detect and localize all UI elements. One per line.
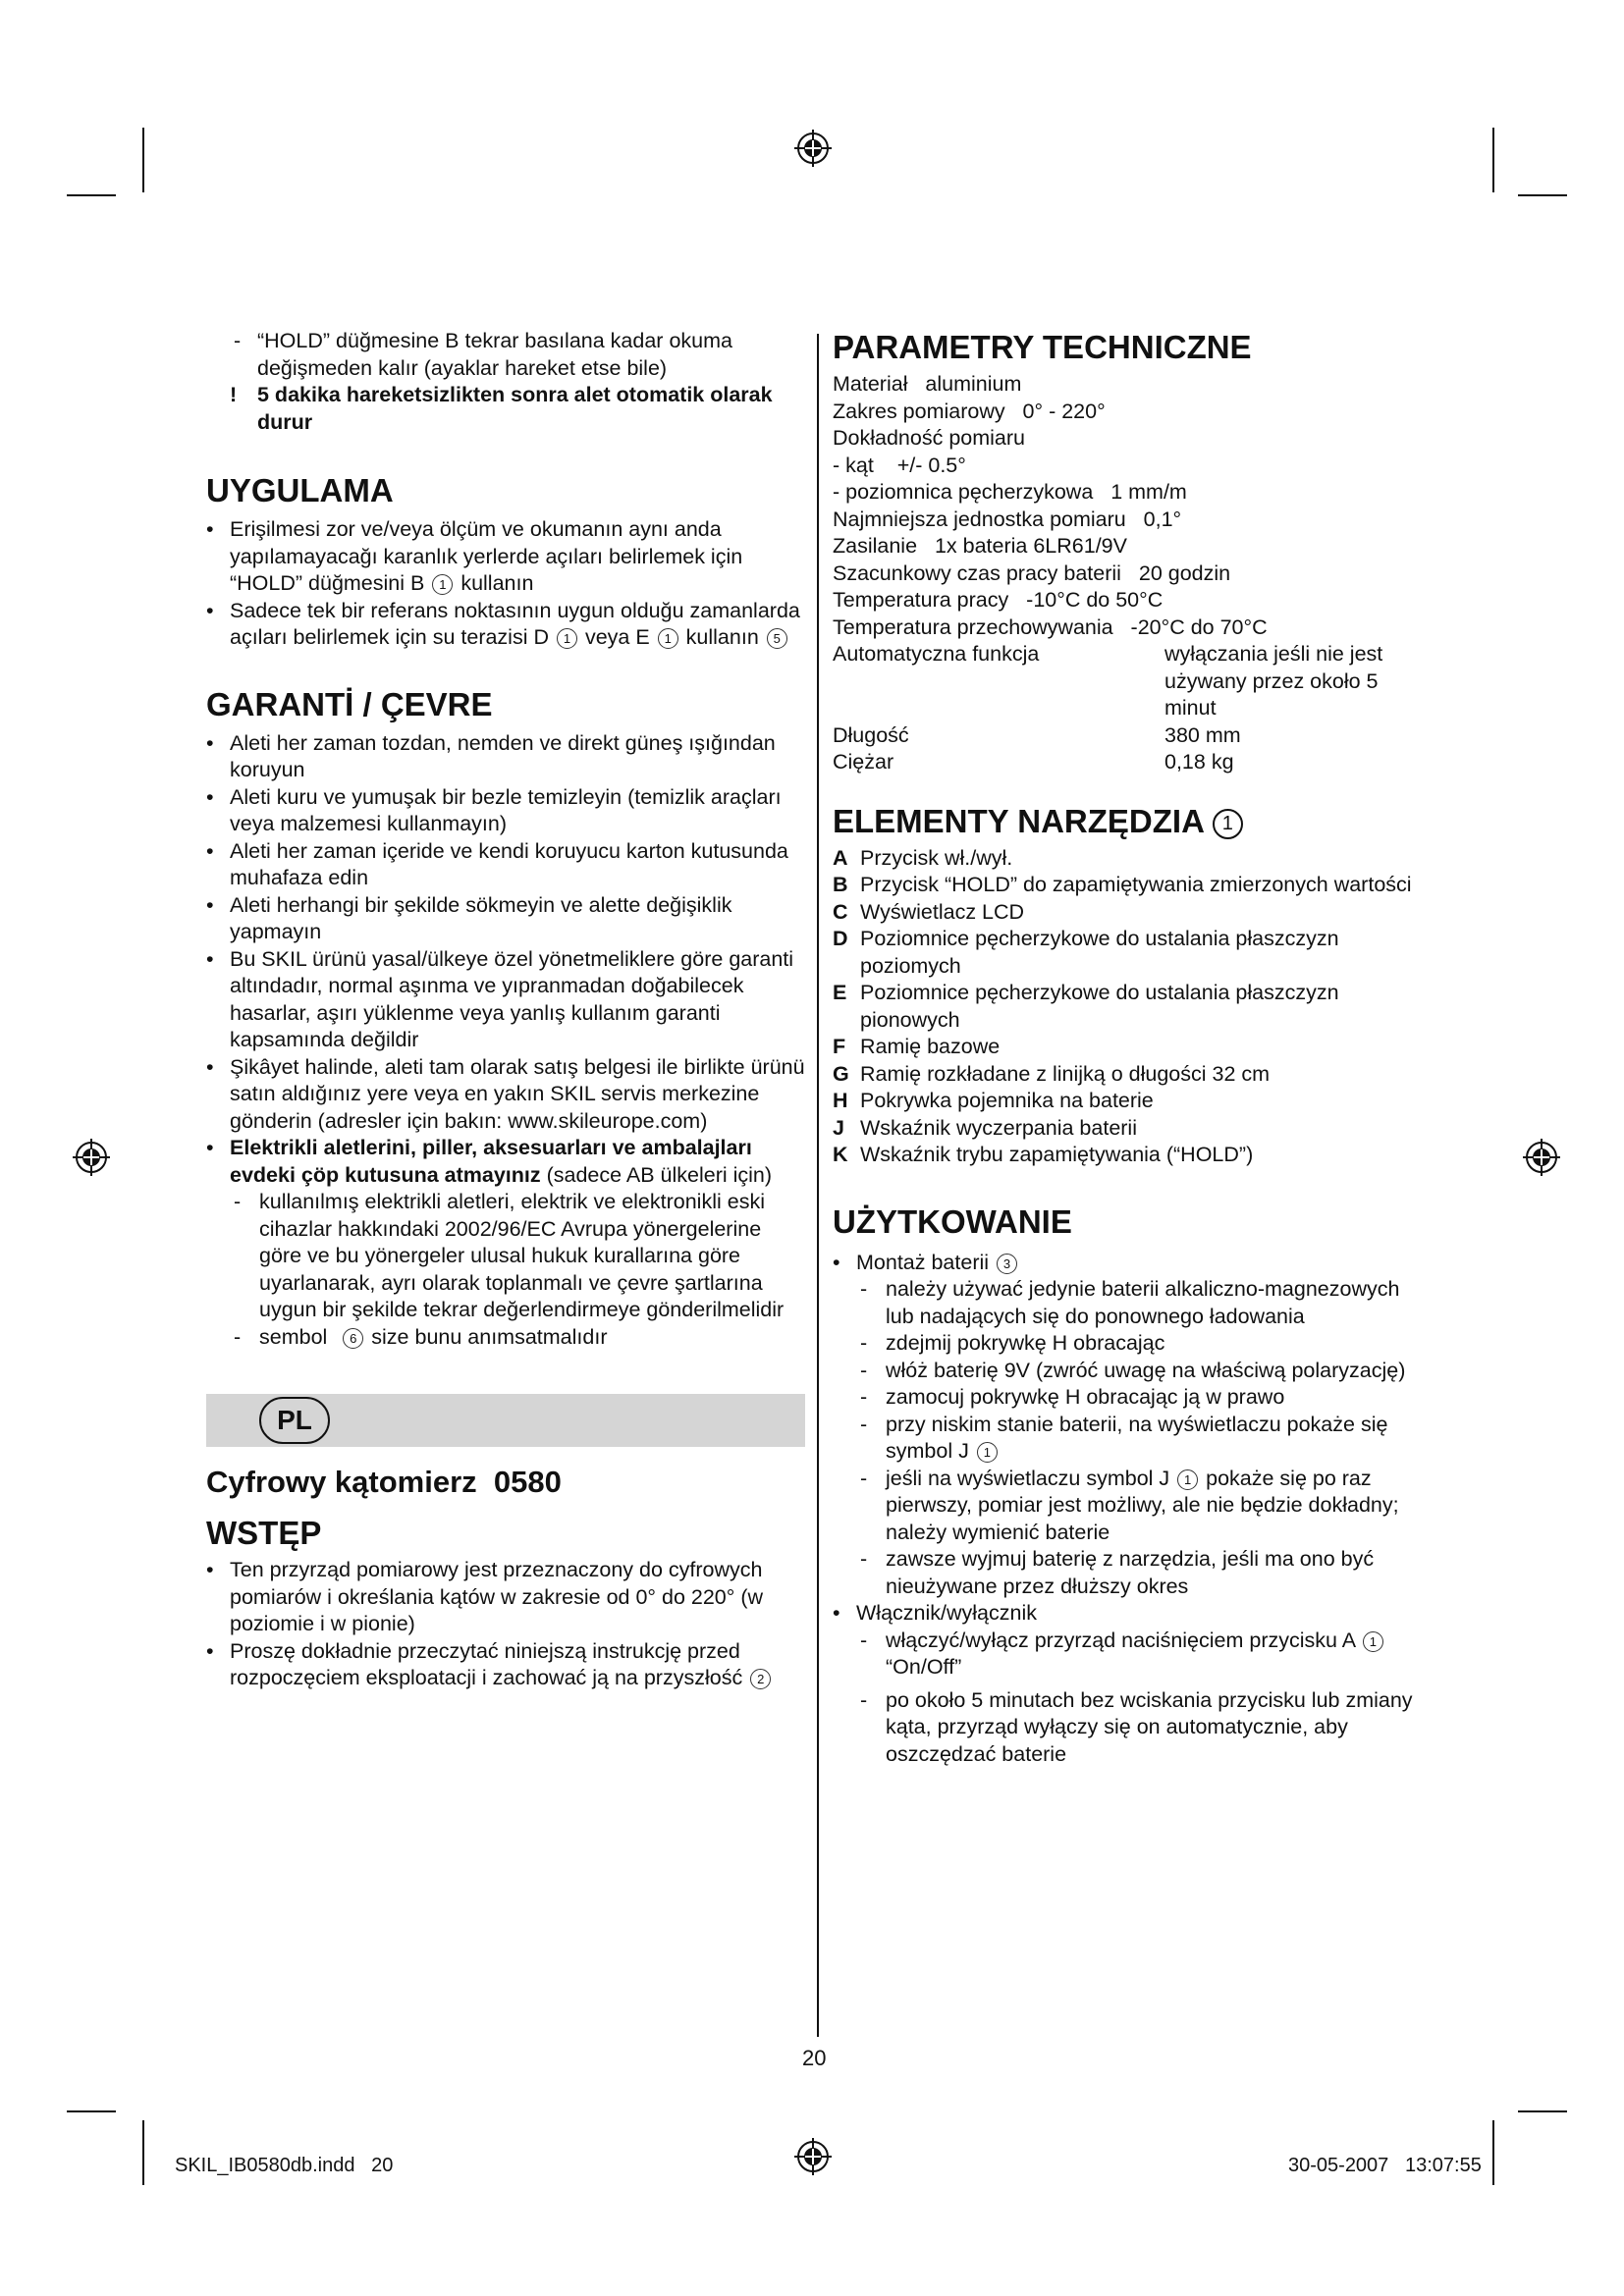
spec-line: - poziomnica pęcherzykowa 1 mm/m [833,480,1187,504]
warning-note: ! 5 dakika hareketsizlikten sonra alet otomatik olarak durur [230,383,773,434]
list-item: • Aleti her zaman içeride ve kendi koruyucu karton kutusunda muhafaza edin [206,838,788,889]
list-subitem: - zdejmij pokrywkę H obracając [860,1331,1165,1355]
spec-line: Zasilanie 1x bateria 6LR61/9V [833,534,1127,558]
footer-file-info: SKIL_IB0580db.indd 20 [175,2155,394,2176]
crop-mark [67,2110,116,2112]
list-item: - “HOLD” düğmesine B tekrar basılana kadar okuma değişmeden kalır (ayaklar hareket etse bile) [234,329,732,380]
reference-number: 1 [658,628,678,649]
registration-mark-icon [794,2138,832,2175]
registration-mark-icon [73,1139,110,1176]
element-item: E Poziomnice pęcherzykowe do ustalania płaszczyzn pionowych [833,981,1339,1032]
reference-number: 3 [997,1254,1017,1274]
left-column [206,328,805,1692]
section-title-wstep: WSTĘP [206,1515,322,1551]
crop-mark [1492,128,1494,192]
language-banner [206,1394,805,1447]
reference-number: 6 [343,1328,363,1349]
reference-number: 1 [432,574,453,595]
section-title-garanti: GARANTİ / ÇEVRE [206,685,493,722]
page-number: 20 [802,2046,827,2070]
column-divider [817,334,819,2037]
registration-mark-icon [1523,1139,1560,1176]
list-item: • Aleti herhangi bir şekilde sökmeyin ve alette değişiklik yapmayın [206,892,732,943]
list-item: • Proszę dokładnie przeczytać niniejszą instrukcję przed rozpoczęciem eksploatacji i zachować ją na przyszłość 2 [206,1638,805,1692]
spec-row: Ciężar 0,18 kg [833,750,1234,774]
list-subitem: - zawsze wyjmuj baterię z narzędzia, jeśli ma ono być nieużywane przez dłuższy okres [860,1547,1375,1598]
list-subitem: - należy używać jedynie baterii alkaliczno-magnezowych lub nadających się do ponownego ładowania [860,1277,1400,1328]
product-title: Cyfrowy kątomierz 0580 [206,1465,562,1499]
crop-mark [1518,2110,1567,2112]
spec-line: Zakres pomiarowy 0° - 220° [833,399,1106,423]
element-item: H Pokrywka pojemnika na baterie [833,1089,1154,1112]
list-item: • Włącznik/wyłącznik [833,1601,1037,1625]
reference-number: 1 [557,628,577,649]
spec-row: Długość 380 mm [833,722,1241,747]
spec-line: Temperatura pracy -10°C do 50°C [833,588,1164,612]
element-item: C Wyświetlacz LCD [833,899,1025,924]
list-item: • Montaż baterii 3 [833,1250,1422,1277]
section-title-uygulama: UYGULAMA [206,472,394,508]
list-item: • Ten przyrząd pomiarowy jest przeznaczony do cyfrowych pomiarów i określania kątów w zakresie od 0° do 220° (w poziomie i w pionie) [206,1558,764,1635]
element-item: J Wskaźnik wyczerpania baterii [833,1115,1137,1140]
crop-mark [142,2120,144,2185]
spec-line: Materiał aluminium [833,372,1022,396]
list-subitem: - włączyć/wyłącz przyrząd naciśnięciem przycisku A 1 “On/Off” [833,1628,1422,1682]
spec-line: Szacunkowy czas pracy baterii 20 godzin [833,561,1231,585]
list-item: • Sadece tek bir referans noktasının uygun olduğu zamanlarda açıları belirlemek için su terazisi D 1 veya E 1 kullanın 5 [206,598,800,649]
list-item: • Aleti kuru ve yumuşak bir bezle temizleyin (temizlik araçları veya malzemesi kullanmayın) [206,784,782,835]
crop-mark [1492,2120,1494,2185]
list-item: • Bu SKIL ürünü yasal/ülkeye özel yönetmeliklere göre garanti altındadır, normal aşınma ve yıpranmadan doğabilecek hasarlar, aşırı yüklenme veya yanlış kullanım garanti kapsamında değildir [206,946,794,1051]
section-title-uzytkowanie: UŻYTKOWANIE [833,1202,1072,1240]
element-item: K Wskaźnik trybu zapamiętywania (“HOLD”) [833,1143,1254,1166]
element-item: A Przycisk wł./wył. [833,845,1013,870]
registration-mark-icon [794,130,832,167]
list-subitem: - sembol 6 size bunu anımsatmalıdır [234,1324,608,1349]
list-subitem: - włóż baterię 9V (zwróć uwagę na właściwą polaryzację) [860,1358,1406,1382]
list-item: • Erişilmesi zor ve/veya ölçüm ve okumanın aynı anda yapılamayacağı karanlık yerlerde açıları belirlemek için “HOLD” düğmesini B 1 kullanın [206,517,743,595]
reference-number: 1 [1213,809,1243,839]
reference-number: 1 [1363,1631,1383,1652]
crop-mark [142,128,144,192]
crop-mark [67,194,116,196]
list-item: • Elektrikli aletlerini, piller, aksesuarları ve ambalajları evdeki çöp kutusuna atmayınız (sadece AB ülkeleri için) [206,1136,773,1187]
spec-line: Najmniejsza jednostka pomiaru 0,1° [833,507,1182,531]
reference-number: 5 [767,628,787,649]
language-badge: PL [259,1397,330,1444]
footer-date: 30-05-2007 13:07:55 [1288,2155,1482,2176]
list-subitem: - zamocuj pokrywkę H obracając ją w prawo [860,1385,1285,1409]
warning-mark: ! [230,383,238,406]
reference-number: 1 [1177,1469,1198,1490]
list-item: • Aleti her zaman tozdan, nemden ve direkt güneş ışığından koruyun [206,730,776,781]
element-item: F Ramię bazowe [833,1035,1001,1058]
section-title-parametry: PARAMETRY TECHNICZNE [833,329,1252,365]
section-title-elementy: ELEMENTY NARZĘDZIA 1 [833,802,1422,841]
element-item: G Ramię rozkładane z linijką o długości 32 cm [833,1061,1271,1086]
reference-number: 2 [750,1669,771,1689]
list-subitem: - jeśli na wyświetlaczu symbol J 1 pokaże się po raz pierwszy, pomiar jest możliwy, ale nie będzie dokładny; należy wymienić baterie [860,1466,1399,1544]
spec-line: Dokładność pomiaru [833,426,1025,450]
spec-row: Automatyczna funkcja wyłączania jeśli nie jest używany przez około 5 minut [833,642,1383,720]
crop-mark [1518,194,1567,196]
reference-number: 1 [977,1442,998,1463]
element-item: D Poziomnice pęcherzykowe do ustalania płaszczyzn poziomych [833,927,1339,978]
list-subitem: - przy niskim stanie baterii, na wyświetlaczu pokaże się symbol J 1 [860,1412,1388,1463]
spec-line: - kąt +/- 0.5° [833,453,966,477]
list-subitem: - po około 5 minutach bez wciskania przycisku lub zmiany kąta, przyrząd wyłączy się on automatycznie, aby oszczędzać baterie [860,1687,1413,1766]
list-item: • Şikâyet halinde, aleti tam olarak satış belgesi ile birlikte ürünü satın aldığınız yere veya en yakın SKIL servis merkezine gönderin (adresler için bakın: www.skileurope.com) [206,1054,805,1133]
right-column [833,328,1422,1768]
list-subitem: - kullanılmış elektrikli aletleri, elektrik ve elektronikli eski cihazlar hakkındaki 2002/96/EC Avrupa yönergelerine göre ve bu yönergeler ulusal hukuk kurallarına göre uyarlanarak, ayrı olarak toplanmalı ve çevre şartlarına uygun bir şekilde tekrar değerlendirmeye gönderilmelidir [234,1190,785,1321]
spec-line: Temperatura przechowywania -20°C do 70°C [833,614,1268,639]
element-item: B Przycisk “HOLD” do zapamiętywania zmierzonych wartości [833,873,1412,896]
